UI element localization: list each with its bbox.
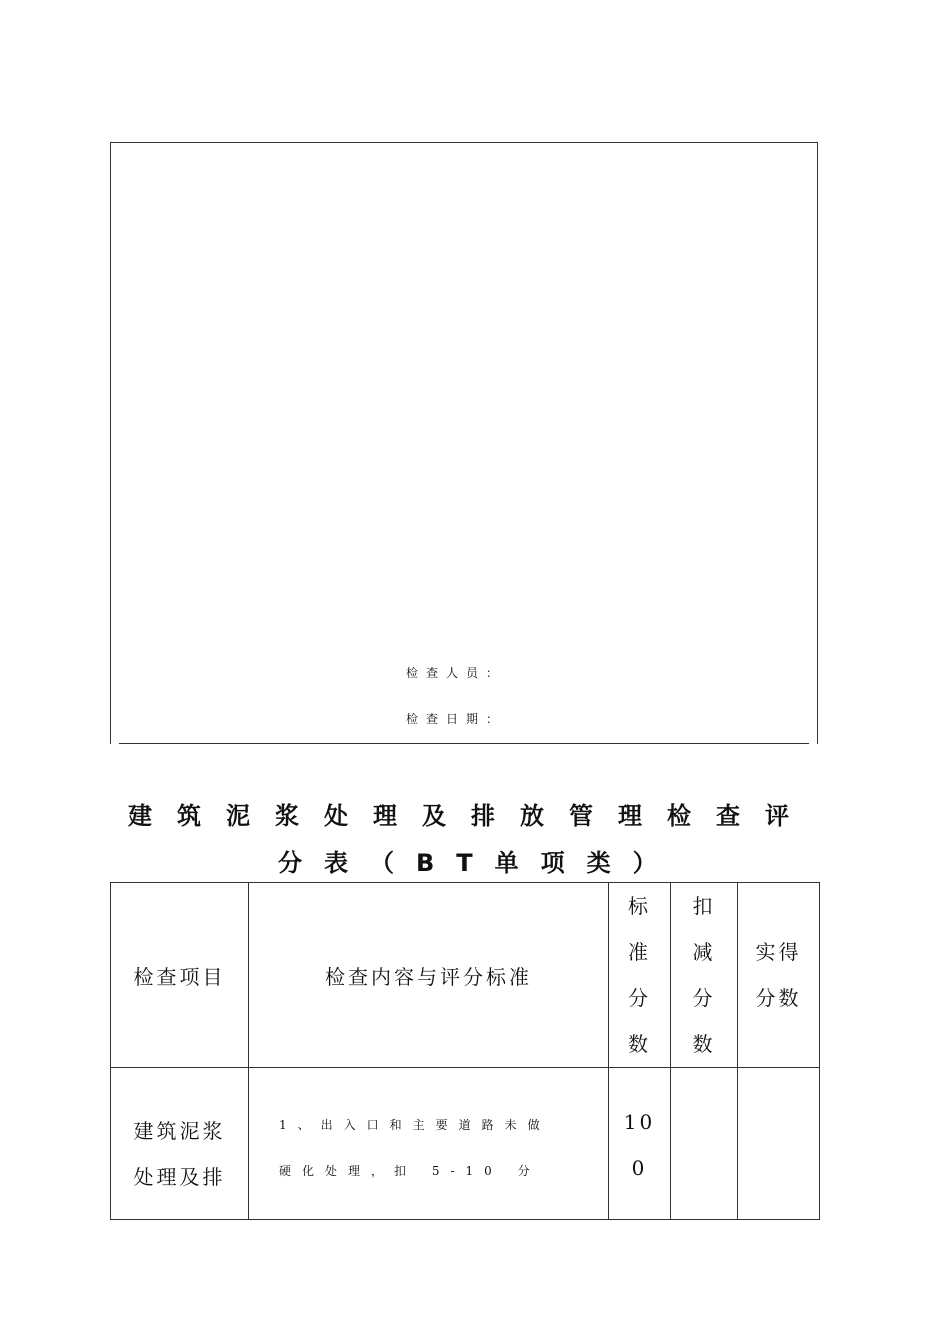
page-title-line-1: 建筑泥浆处理及排放管理检查评 (128, 802, 814, 830)
header-deduction-char: 减 (692, 940, 716, 964)
header-standard-score-char: 数 (628, 1032, 651, 1056)
header-deduction (671, 883, 738, 1068)
row-standard-score-line: 0 (631, 1155, 648, 1180)
header-actual-score-line: 实得 (755, 940, 802, 964)
header-standard-score-char: 标 (628, 894, 651, 918)
row-actual-score[interactable] (738, 1068, 820, 1220)
divider-line (119, 743, 809, 744)
header-actual-score-line: 分数 (755, 986, 802, 1010)
row-item (111, 1068, 249, 1220)
header-item: 检查项目 (111, 883, 249, 1068)
score-table (110, 882, 820, 1220)
row-standard-score (609, 1068, 671, 1220)
header-standard-score-char: 准 (628, 940, 651, 964)
row-content (249, 1068, 609, 1220)
table-row (111, 1068, 820, 1220)
row-deduction[interactable] (671, 1068, 738, 1220)
row-content-line: 1、出入口和主要道路未做 (279, 1118, 551, 1132)
header-standard-score (609, 883, 671, 1068)
inspector-label: 检查人员： (406, 666, 507, 680)
header-standard-score-char: 分 (628, 986, 651, 1010)
header-deduction-char: 数 (692, 1032, 716, 1056)
row-standard-score-line: 10 (623, 1109, 656, 1134)
header-content: 检查内容与评分标准 (249, 883, 609, 1068)
inspection-notes-box (110, 142, 818, 744)
page-title-line-2: 分表（BT单项类） (278, 849, 679, 877)
header-deduction-char: 扣 (692, 894, 716, 918)
header-deduction-char: 分 (692, 986, 716, 1010)
table-header-row (111, 883, 820, 1068)
date-label: 检查日期： (406, 712, 507, 726)
header-actual-score (738, 883, 820, 1068)
row-item-line: 建筑泥浆 (133, 1118, 226, 1143)
row-content-line: 硬化处理，扣 5-10 分 (279, 1164, 541, 1178)
row-item-line: 处理及排 (133, 1164, 226, 1189)
